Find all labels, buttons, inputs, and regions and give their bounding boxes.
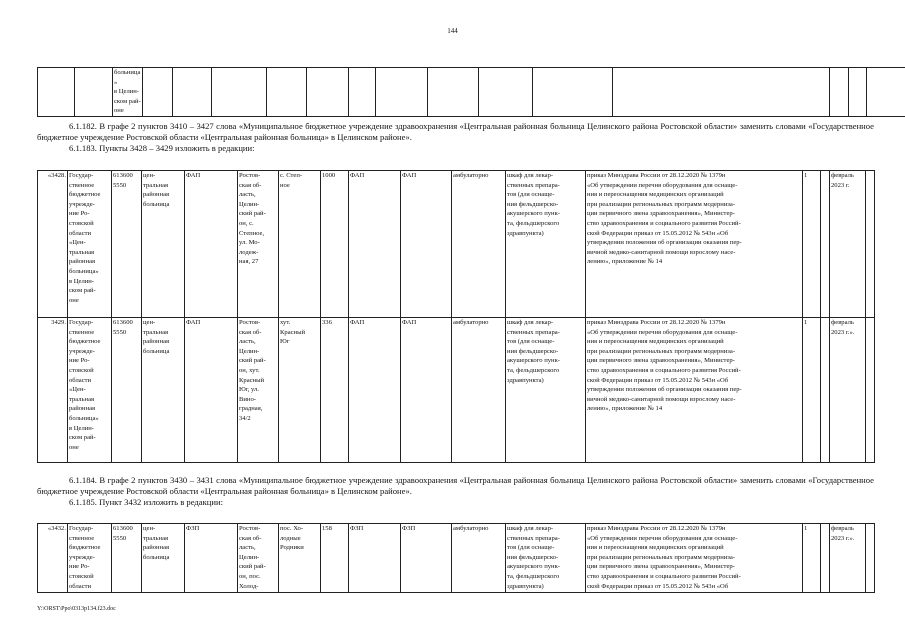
table-cell: больница» в Целин- ском рай- оне xyxy=(113,68,143,117)
table-cell xyxy=(613,68,830,117)
paragraph-6-1-183: 6.1.183. Пункты 3428 – 3429 изложить в редакции: xyxy=(69,143,255,153)
table-cell: цен- тральная районная больница xyxy=(142,524,185,593)
table-cell xyxy=(821,318,830,463)
table-cell: приказ Минздрава России от 28.12.2020 № 1379н «Об утверждении перечня оборудования для оснаще- ния и переоснащения медицинских организаций при реализации региональных программ модерниза- ции первичного звена здравоохранения», Министер- ство здравоохранения и социального развития Россий- ской Федерации приказ от 15.05.2012 № 543н «Об утверждении положения об организации оказания пер- вичной медико-санитарной помощи взрослому насе- лению», приложение № 14 xyxy=(586,171,803,318)
table-cell: шкаф для лекар- ственных препара- тов (для оснаще- ния фельдшерско- акушерского пунк- та, фельдшерского здравпункта) xyxy=(506,171,586,318)
table-cell: 1000 xyxy=(321,171,349,318)
table-cell: 3429. xyxy=(38,318,68,463)
table-row xyxy=(38,171,875,318)
table-cell xyxy=(866,171,875,318)
table-cell: Ростов- ская об- ласть, Целин- ский рай- он, хут. Красный Юг, ул. Вино- градная, 34/2 xyxy=(238,318,279,463)
table-cell: 613600 5550 xyxy=(112,318,142,463)
paragraph-6-1-184: 6.1.184. В графе 2 пунктов 3430 – 3431 слова «Муниципальное бюджетное учреждение здравоохранения «Центральная районная больница Целинского района Ростовской области» заменить словами «Государственное бюджетное учреждение Ростовской области «Центральная районная больница» в Целинском районе». xyxy=(37,475,874,496)
table-cell xyxy=(267,68,307,117)
table-cell: февраль 2023 г.». xyxy=(830,524,866,593)
table-cell xyxy=(428,68,479,117)
table-cell: 613600 5550 xyxy=(112,171,142,318)
table-continuation xyxy=(37,67,905,117)
table-cell xyxy=(821,524,830,593)
table-cell: 613600 5550 xyxy=(112,524,142,593)
table-cell: шкаф для лекар- ственных препара- тов (для оснаще- ния фельдшерско- акушерского пунк- та, фельдшерского здравпункта) xyxy=(506,318,586,463)
table-cell: цен- тральная районная больница xyxy=(142,318,185,463)
table-row xyxy=(38,318,875,463)
table-row xyxy=(38,68,905,117)
table-cell xyxy=(75,68,113,117)
table-cell: хут. Красный Юг xyxy=(279,318,321,463)
table-cell: Государ- ственное бюджетное учрежде- ние Ро- стовской области «Цен- тральная районная больница» в Целин- ском рай- оне xyxy=(68,318,112,463)
table-cell: пос. Хо- лодные Родники xyxy=(279,524,321,593)
table-cell: ФАП xyxy=(185,171,238,318)
table-cell: «3428. xyxy=(38,171,68,318)
table-row xyxy=(38,524,875,593)
table-cell: 158 xyxy=(321,524,349,593)
paragraph-6-1-182: 6.1.182. В графе 2 пунктов 3410 – 3427 слова «Муниципальное бюджетное учреждение здравоохранения «Центральная районная больница Целинского района Ростовской области» заменить словами «Государственное бюджетное учреждение Ростовской области «Центральная районная больница» в Целинском районе». xyxy=(37,121,874,142)
table-cell: 1 xyxy=(803,171,821,318)
page-number: 144 xyxy=(447,27,458,35)
table-cell: ФАП xyxy=(349,318,401,463)
table-cell xyxy=(533,68,613,117)
table-cell: приказ Минздрава России от 28.12.2020 № 1379н «Об утверждении перечня оборудования для оснаще- ния и переоснащения медицинских организаций при реализации региональных программ модерниза- ции первичного звена здравоохранения», Министер- ство здравоохранения и социального развития Россий- ской Федерации приказ от 15.05.2012 № 543н «Об утверждении положения об организации оказания пер- вичной медико-санитарной помощи взрослому насе- лению», приложение № 14 xyxy=(586,318,803,463)
table-cell: февраль 2023 г.». xyxy=(830,318,866,463)
table-cell xyxy=(867,68,905,117)
table-cell: ФЗП xyxy=(401,524,452,593)
table-cell: ФАП xyxy=(401,318,452,463)
paragraph-6-1-185: 6.1.185. Пункт 3432 изложить в редакции: xyxy=(69,497,223,507)
table-cell xyxy=(38,68,75,117)
table-cell: амбулаторно xyxy=(452,318,506,463)
table-cell: 336 xyxy=(321,318,349,463)
table-cell: Ростов- ская об- ласть, Целин- ский рай- он, с. Степное, ул. Мо- лодеж- ная, 27 xyxy=(238,171,279,318)
table-cell xyxy=(830,68,849,117)
table-cell: ФЗП xyxy=(349,524,401,593)
table-cell: Ростов- ская об- ласть, Целин- ский рай- он, пос. Холод- xyxy=(238,524,279,593)
table-cell: ФАП xyxy=(401,171,452,318)
table-cell xyxy=(821,171,830,318)
table-item-3432 xyxy=(37,523,875,593)
table-cell xyxy=(307,68,349,117)
table-cell: с. Степ- ное xyxy=(279,171,321,318)
table-cell xyxy=(479,68,533,117)
table-cell: Государ- ственное бюджетное учрежде- ние Ро- стовской области xyxy=(68,524,112,593)
table-cell: амбулаторно xyxy=(452,524,506,593)
table-cell: шкаф для лекар- ственных препара- тов (для оснаще- ния фельдшерско- акушерского пунк- та, фельдшерского здравпункта) xyxy=(506,524,586,593)
table-cell: «3432. xyxy=(38,524,68,593)
table-cell: ФЗП xyxy=(185,524,238,593)
table-cell xyxy=(866,318,875,463)
table-cell: 1 xyxy=(803,524,821,593)
table-cell xyxy=(376,68,428,117)
table-cell: февраль 2023 г. xyxy=(830,171,866,318)
table-cell: Государ- ственное бюджетное учрежде- ние Ро- стовской области «Цен- тральная районная больница» в Целин- ском рай- оне xyxy=(68,171,112,318)
table-cell: приказ Минздрава России от 28.12.2020 № 1379н «Об утверждении перечня оборудования для оснаще- ния и переоснащения медицинских организаций при реализации региональных программ модерниза- ции первичного звена здравоохранения», Министер- ство здравоохранения и социального развития Россий- ской Федерации приказ от 15.05.2012 № 543н «Об xyxy=(586,524,803,593)
table-cell xyxy=(866,524,875,593)
table-cell: ФАП xyxy=(349,171,401,318)
table-cell xyxy=(173,68,212,117)
table-cell xyxy=(849,68,867,117)
file-path-footer: Y:\ORST\Ppo\0313p134.f23.doc xyxy=(37,606,116,612)
table-cell: 1 xyxy=(803,318,821,463)
table-cell: цен- тральная районная больница xyxy=(142,171,185,318)
table-items-3428-3429 xyxy=(37,170,875,463)
table-cell: ФАП xyxy=(185,318,238,463)
table-cell xyxy=(212,68,267,117)
table-cell: амбулаторно xyxy=(452,171,506,318)
table-cell xyxy=(143,68,173,117)
table-cell xyxy=(349,68,376,117)
